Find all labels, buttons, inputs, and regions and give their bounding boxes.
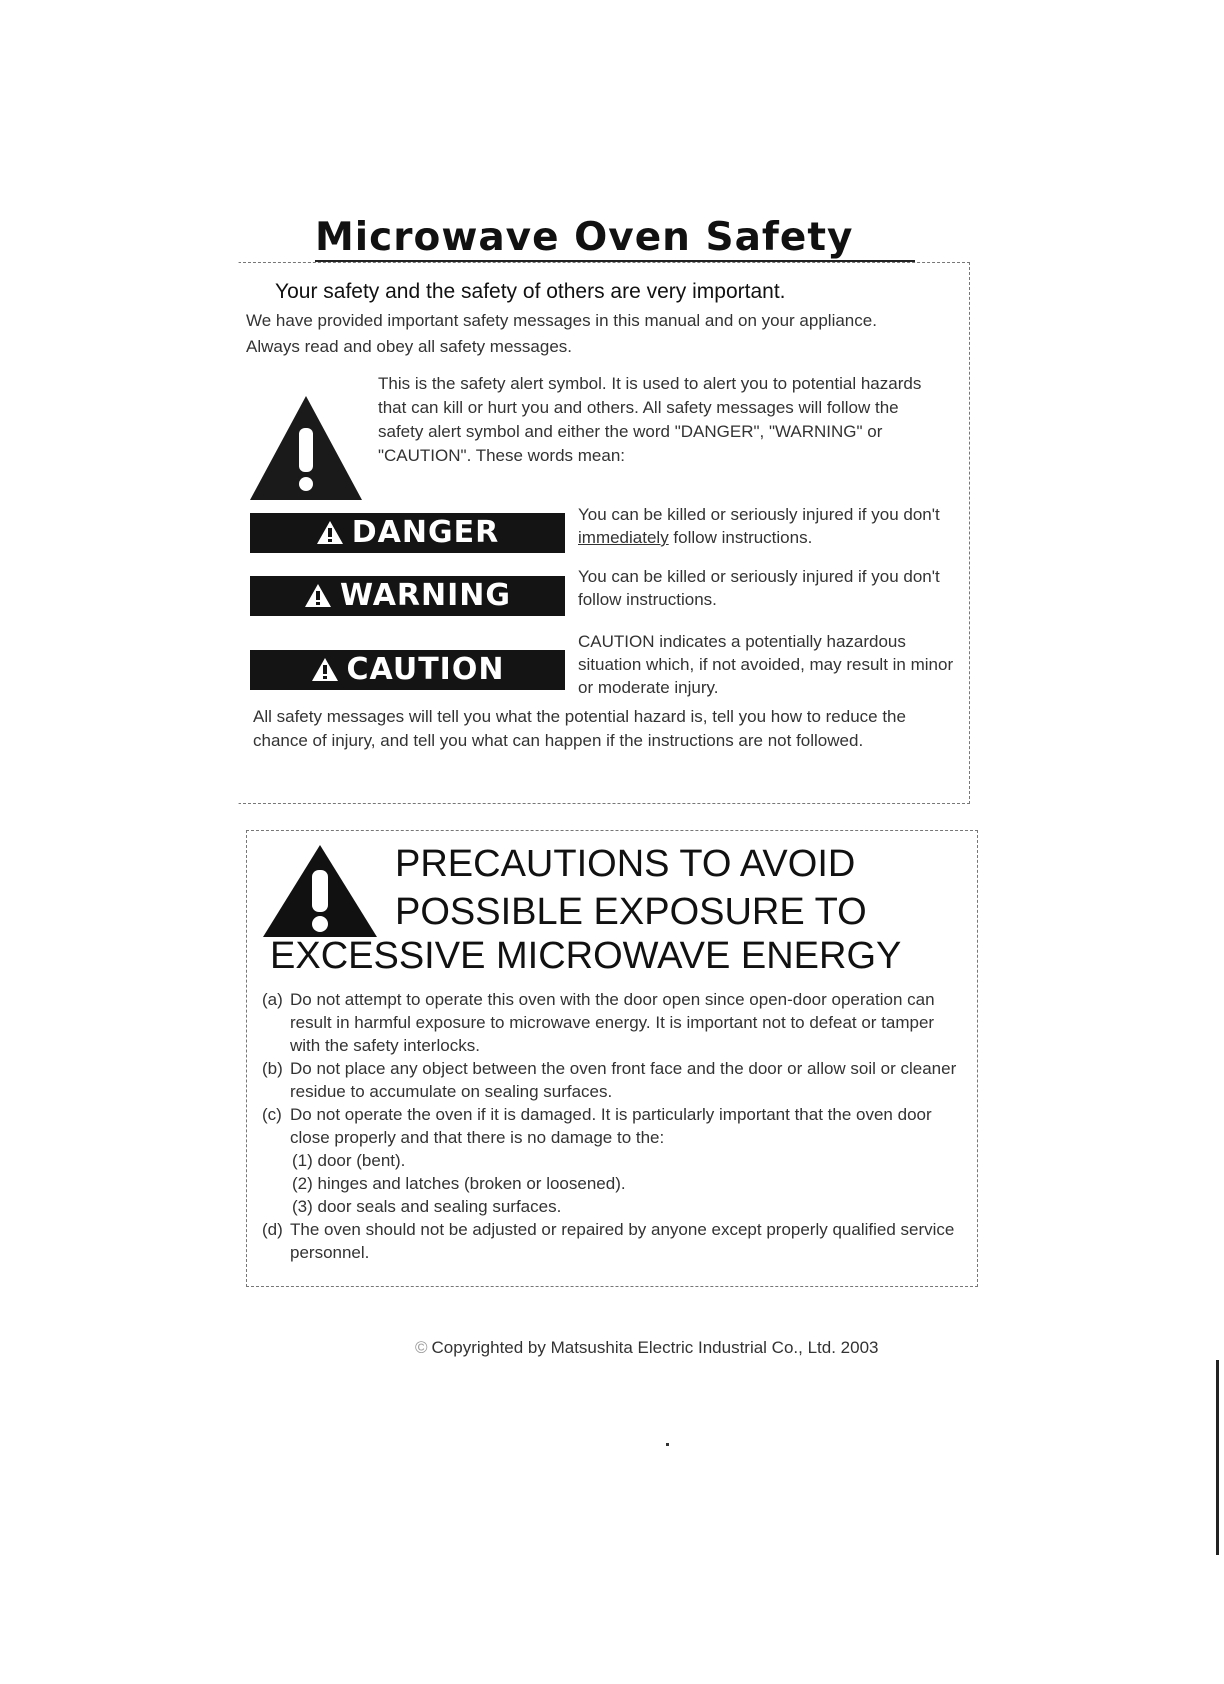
all-safety-messages: All safety messages will tell you what the potential hazard is, tell you how to reduce the chance of injury, and tell you what can happen if the instructions are not followed. xyxy=(253,707,906,750)
precaution-letter: (c) xyxy=(262,1105,282,1124)
precaution-text: Do not place any object between the oven front face and the door or allow soil or cleaner residue to accumulate on sealing surfaces. xyxy=(290,1059,957,1101)
warning-alert-icon xyxy=(304,583,332,608)
copyright-text: Copyrighted by Matsushita Electric Industrial Co., Ltd. 2003 xyxy=(431,1338,879,1357)
caution-word: CAUTION xyxy=(346,652,505,687)
danger-label xyxy=(250,513,565,553)
precaution-text: The oven should not be adjusted or repaired by anyone except properly qualified service personnel. xyxy=(290,1220,955,1262)
precautions-heading-line1: PRECAUTIONS TO AVOID xyxy=(395,843,856,885)
danger-alert-icon xyxy=(316,520,344,545)
precaution-text: Do not attempt to operate this oven with the door open since open-door operation can result in harmful exposure to microwave energy. It is important not to defeat or tamper with the safety interlocks. xyxy=(290,990,935,1055)
precaution-subitem-1: (1) door (bent). xyxy=(292,1151,406,1170)
precautions-alert-icon xyxy=(260,842,380,940)
precautions-heading xyxy=(395,840,867,936)
danger-definition-part2: follow instructions. xyxy=(668,528,813,547)
precaution-item-d xyxy=(262,1218,962,1264)
danger-word: DANGER xyxy=(351,515,500,550)
safety-intro: We have provided important safety messages in this manual and on your appliance. Always read and obey all safety messages. xyxy=(246,311,877,356)
danger-definition-emphasis: immediately xyxy=(578,528,669,547)
safety-alert-icon xyxy=(246,392,366,504)
copyright-notice xyxy=(415,1338,878,1358)
caution-label xyxy=(250,650,565,690)
precaution-subitem-3: (3) door seals and sealing surfaces. xyxy=(292,1197,562,1216)
scan-edge-line xyxy=(1216,1360,1219,1555)
precaution-letter: (d) xyxy=(262,1220,283,1239)
scan-speck xyxy=(666,1443,669,1446)
precautions-heading-line3: EXCESSIVE MICROWAVE ENERGY xyxy=(270,935,902,977)
copyright-icon: © xyxy=(415,1338,428,1357)
caution-definition: CAUTION indicates a potentially hazardous situation which, if not avoided, may result in minor or moderate injury. xyxy=(578,632,954,697)
precaution-item-b xyxy=(262,1057,962,1103)
warning-definition: You can be killed or seriously injured if you don't follow instructions. xyxy=(578,567,940,609)
caution-alert-icon xyxy=(311,657,339,682)
safety-subtitle: Your safety and the safety of others are very important. xyxy=(275,280,786,303)
precaution-letter: (a) xyxy=(262,990,283,1009)
warning-word: WARNING xyxy=(339,578,512,613)
page-title: Microwave Oven Safety xyxy=(315,215,854,260)
precautions-list xyxy=(262,988,962,1264)
danger-definition xyxy=(578,503,958,549)
precaution-subitem-2: (2) hinges and latches (broken or loosened). xyxy=(292,1174,626,1193)
precaution-item-c xyxy=(262,1103,962,1149)
precautions-heading-line2: POSSIBLE EXPOSURE TO xyxy=(395,891,867,933)
precaution-letter: (b) xyxy=(262,1059,283,1078)
precaution-item-a xyxy=(262,988,962,1057)
danger-definition-part1: You can be killed or seriously injured if you don't xyxy=(578,505,940,524)
warning-label xyxy=(250,576,565,616)
precaution-text: Do not operate the oven if it is damaged. It is particularly important that the oven door close properly and that there is no damage to the: xyxy=(290,1105,932,1147)
safety-alert-description: This is the safety alert symbol. It is used to alert you to potential hazards that can kill or hurt you and others. All safety messages will follow the safety alert symbol and either the word "DANGER", "WARNING" or "CAUTION". These words mean: xyxy=(378,374,922,465)
